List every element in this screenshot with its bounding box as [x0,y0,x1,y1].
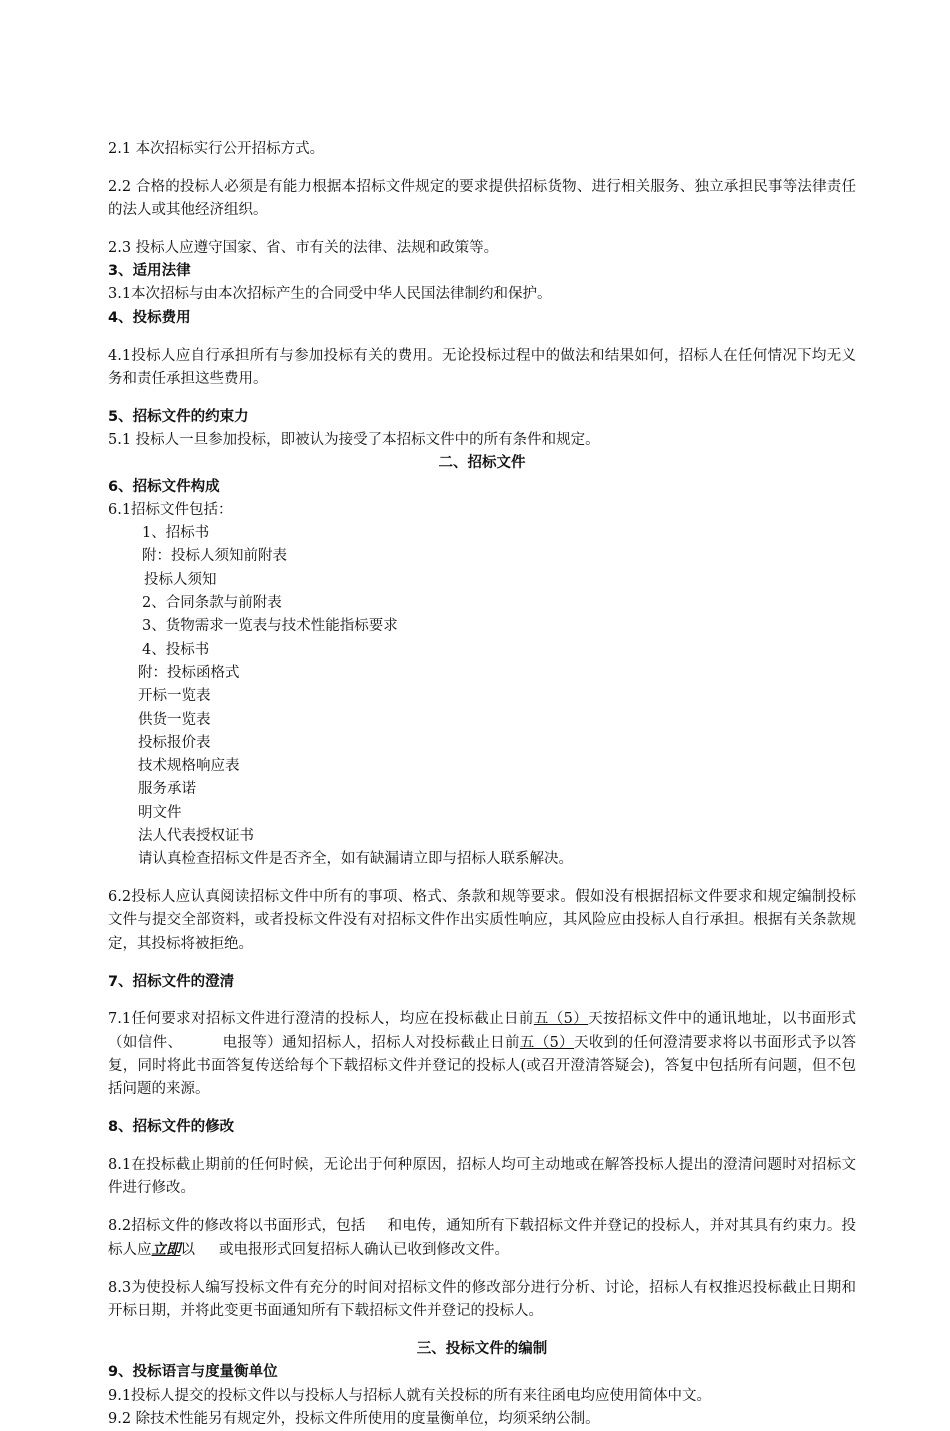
text-run: 电报等）通知招标人，招标人对投标截止日前 [222,1034,520,1051]
list-item: 法人代表授权证书 [138,828,254,845]
text-run: 8.2招标文件的修改将以书面形式，包括 [108,1217,366,1234]
list-item: 4、投标书 [142,641,210,658]
list-item: 3、货物需求一览表与技术性能指标要求 [142,618,398,635]
section-7-heading: 7、招标文件的澄清 [108,973,235,990]
list-item: 开标一览表 [138,688,211,705]
section-5-heading: 5、招标文件的约束力 [108,408,249,425]
section-6-heading: 6、招标文件构成 [108,478,220,495]
para-3-1: 3.1本次招标与由本次招标产生的合同受中华人民国法律制约和保护。 [108,286,552,303]
section-9-heading: 9、投标语言与度量衡单位 [108,1364,278,1381]
text-run: 或电报形式回复招标人确认已收到修改文件。 [219,1242,509,1259]
text-run: 和电传，通知所有下载招标文件并登记的投标人，并对其具有约束力。投标人应 [108,1217,856,1259]
para-6-1: 6.1招标文件包括： [108,501,233,518]
part-2-title: 二、招标文件 [438,455,526,472]
list-item: 1、招标书 [142,525,210,542]
list-item: 技术规格响应表 [138,758,240,775]
list-item: 投标报价表 [138,734,211,751]
para-5-1: 5.1 投标人一旦参加投标，即被认为接受了本招标文件中的所有条件和规定。 [108,431,600,448]
underlined-days: 五（5） [533,1011,589,1028]
list-item: 请认真检查招标文件是否齐全，如有缺漏请立即与招标人联系解决。 [138,851,573,868]
para-8-1: 8.1在投标截止期前的任何时候，无论出于何种原因，招标人均可主动地或在解答投标人提出的澄清问题时对招标文件进行修改。 [108,1156,856,1197]
para-7-1 [108,1008,856,1101]
para-6-2: 6.2投标人应认真阅读招标文件中所有的事项、格式、条款和规等要求。假如没有根据招标文件要求和规定编制投标文件与提交全部资料，或者投标文件没有对招标文件作出实质性响应，其风险应由投标人自行承担。根据有关条款规定，其投标将被拒绝。 [108,889,856,952]
section-8-heading: 8、招标文件的修改 [108,1118,235,1135]
list-item: 服务承诺 [138,781,196,798]
list-item: 2、合同条款与前附表 [142,595,282,612]
para-2-1: 2.1 本次招标实行公开招标方式。 [108,141,325,157]
section-4-heading: 4、投标费用 [108,309,191,326]
para-2-2: 2.2 合格的投标人必须是有能力根据本招标文件规定的要求提供招标货物、进行相关服务、独立承担民事等法律责任的法人或其他经济组织。 [108,178,856,219]
text-run: 天按招标文件中的通讯地址，以书面形式（如信件、 [108,1011,857,1051]
document-page [108,138,856,1431]
emphasis-text: 立即 [151,1241,181,1259]
para-8-2 [108,1215,856,1263]
para-9-1: 9.1投标人提交的投标文件以与投标人与招标人就有关投标的所有来往函电均应使用简体中文。 [108,1387,712,1404]
part-3-title: 三、投标文件的编制 [416,1341,548,1358]
list-item: 明文件 [138,804,182,821]
para-2-3: 2.3 投标人应遵守国家、省、市有关的法律、法规和政策等。 [108,239,499,256]
list-item: 附：投标函格式 [138,664,240,681]
para-8-3: 8.3为使投标人编写投标文件有充分的时间对招标文件的修改部分进行分析、讨论，招标人有权推迟投标截止日期和开标日期，并将此变更书面通知所有下载招标文件并登记的投标人。 [108,1279,856,1320]
list-item: 供货一览表 [138,711,211,728]
para-4-1: 4.1投标人应自行承担所有与参加投标有关的费用。无论投标过程中的做法和结果如何，招标人在任何情况下均无义务和责任承担这些费用。 [108,347,856,387]
list-item: 投标人须知 [144,571,217,588]
section-3-heading: 3、适用法律 [108,263,191,280]
underlined-days: 五（5） [519,1034,575,1051]
text-run: 以 [180,1242,195,1259]
list-item: 附：投标人须知前附表 [142,548,287,565]
text-run: 7.1任何要求对招标文件进行澄清的投标人，均应在投标截止日前 [108,1011,534,1028]
text-run: 天收到的任何澄清要求将以书面形式予以答复，同时将此书面答复传送给每个下载招标文件并登记的投标人(或召开澄清答疑会)，答复中包括所有问题，但不包括问题的来源。 [108,1034,857,1098]
para-9-2: 9.2 除技术性能另有规定外，投标文件所使用的度量衡单位，均须采纳公制。 [108,1410,600,1427]
